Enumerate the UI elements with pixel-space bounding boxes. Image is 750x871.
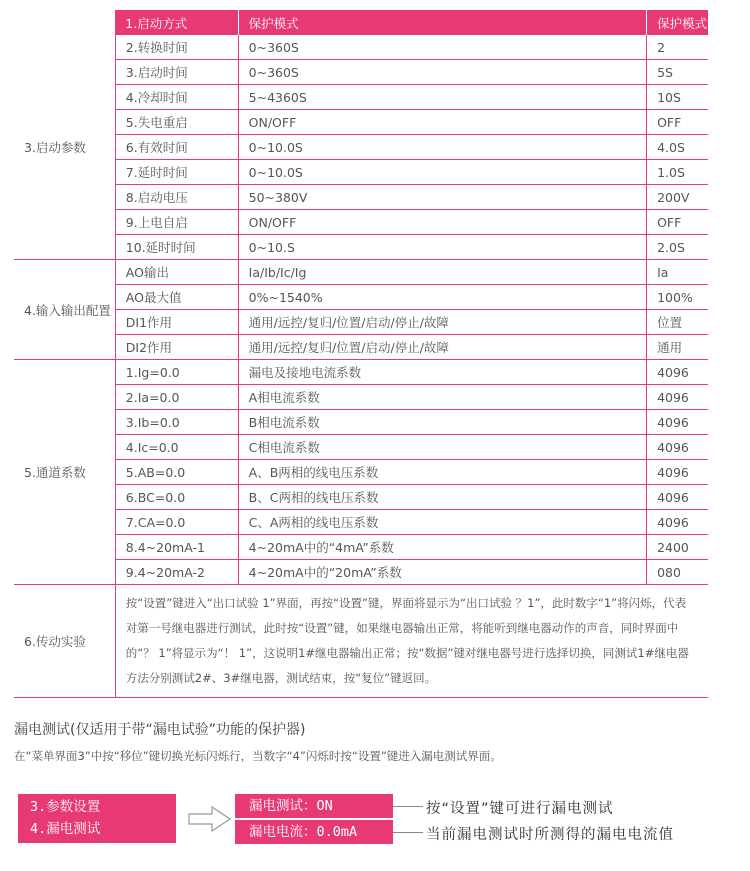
param-name: 4.冷却时间	[115, 85, 238, 110]
param-range: C、A两相的线电压系数	[238, 510, 646, 535]
param-range: 0~10.S	[238, 235, 646, 260]
leader-line	[393, 832, 423, 833]
param-default: 2	[657, 39, 666, 55]
table-row	[14, 335, 708, 360]
table-header-row	[14, 10, 708, 35]
param-default: 5S	[647, 60, 708, 85]
param-name: 6.有效时间	[115, 135, 238, 160]
param-name: 9.上电自启	[115, 210, 238, 235]
table-row	[14, 410, 708, 435]
param-range: B、C两相的线电压系数	[238, 485, 646, 510]
param-default: 4096	[647, 460, 708, 485]
param-range: 5~4360S	[238, 85, 646, 110]
parameter-table	[14, 10, 708, 698]
param-name: AO输出	[115, 260, 238, 285]
param-default: OFF	[647, 110, 708, 135]
param-name: DI2作用	[115, 335, 238, 360]
leader-line	[393, 806, 423, 807]
table-row	[14, 135, 708, 160]
table-row	[14, 510, 708, 535]
table-row	[14, 185, 708, 210]
leak-current-value: 漏电电流：0.0mA	[235, 820, 393, 844]
table-row	[14, 260, 708, 285]
param-range: A、B两相的线电压系数	[238, 460, 646, 485]
param-range: 0~10.0S	[238, 135, 646, 160]
note-leak-current: 当前漏电测试时所测得的漏电电流值	[426, 827, 674, 843]
param-name: 2.Ia=0.0	[115, 385, 238, 410]
table-row	[14, 85, 708, 110]
table-row	[14, 210, 708, 235]
param-default: 通用	[647, 335, 708, 360]
arrow-right-icon	[188, 806, 232, 832]
param-name: 2.转换时间	[115, 35, 238, 60]
param-name: 8.4~20mA-1	[115, 535, 238, 560]
param-default: 4096	[647, 385, 708, 410]
param-name: 3.启动时间	[115, 60, 238, 85]
leak-test-description: 在“菜单界面3”中按“移位”键切换光标闪烁行，当数字“4”闪烁时按“设置”键进入漏电测试界面。	[14, 749, 502, 763]
param-name: 7.延时时间	[115, 160, 238, 185]
param-name: AO最大值	[115, 285, 238, 310]
param-range: 4~20mA中的“20mA”系数	[238, 560, 646, 585]
table-row	[14, 160, 708, 185]
table-row	[14, 360, 708, 385]
note-leak-test: 按“设置”键可进行漏电测试	[426, 801, 614, 817]
param-default: 200V	[647, 185, 708, 210]
param-name: 8.启动电压	[115, 185, 238, 210]
param-name: 3.Ib=0.0	[115, 410, 238, 435]
table-row	[14, 110, 708, 135]
param-name: 6.BC=0.0	[115, 485, 238, 510]
param-range: 漏电及接地电流系数	[238, 360, 646, 385]
param-range: 通用/远控/复归/位置/启动/停止/故障	[238, 335, 646, 360]
param-name: 5.失电重启	[115, 110, 238, 135]
param-range: B相电流系数	[238, 410, 646, 435]
param-default: 4096	[647, 435, 708, 460]
param-default: 4096	[647, 510, 708, 535]
param-default: 4.0S	[647, 135, 708, 160]
table-row	[14, 460, 708, 485]
leak-test-title: 漏电测试(仅适用于带“漏电试验”功能的保护器)	[14, 722, 306, 738]
header-blank	[14, 10, 115, 35]
test-description: 按“设置”键进入“出口试验 1”界面，再按“设置”键，界面将显示为“出口试验 ？1”，此时数字“1”将闪烁，代表对第一号继电器进行测试，此时按“设置”键，如果继电器输出正常，将能听到继电器动作的声音，同时界面中的“？ 1”将显示为“！ 1”，这说明1#继电器输出正常；按“数据”键对继电器号进行选择切换，同测试1#继电器方法分别测试2#、3#继电器，测试结束，按“复位”键返回。	[115, 585, 708, 698]
table-row	[14, 485, 708, 510]
group-label: 5.通道系数	[14, 360, 115, 585]
param-range: C相电流系数	[238, 435, 646, 460]
param-range: Ia/Ib/Ic/Ig	[238, 260, 646, 285]
header-protect-mode: 保护模式	[238, 10, 646, 35]
param-default: 2.0S	[647, 235, 708, 260]
group-label: 6.传动实验	[14, 585, 115, 698]
group-label: 3.启动参数	[14, 35, 115, 260]
table-row	[14, 60, 708, 85]
param-name: 10.延时时间	[115, 235, 238, 260]
table-row	[14, 35, 708, 60]
param-range: 50~380V	[238, 185, 646, 210]
menu-item-params: 3.参数设置	[30, 799, 101, 815]
param-default: 位置	[647, 310, 708, 335]
param-default: 2400	[647, 535, 708, 560]
table-row	[14, 310, 708, 335]
param-name: 4.Ic=0.0	[115, 435, 238, 460]
param-range: A相电流系数	[238, 385, 646, 410]
param-name: 1.Ig=0.0	[115, 360, 238, 385]
table-row	[14, 235, 708, 260]
param-default: 4096	[647, 410, 708, 435]
param-range: 4~20mA中的“4mA”系数	[238, 535, 646, 560]
table-row	[14, 535, 708, 560]
param-range: ON/OFF	[238, 210, 646, 235]
param-range: 0~360S	[238, 60, 646, 85]
param-name: 9.4~20mA-2	[115, 560, 238, 585]
leak-test-status: 漏电测试：ON	[235, 794, 393, 818]
table-row	[14, 385, 708, 410]
param-name: 7.CA=0.0	[115, 510, 238, 535]
param-default: 080	[647, 560, 708, 585]
param-default: 4096	[647, 360, 708, 385]
param-range: 通用/远控/复归/位置/启动/停止/故障	[238, 310, 646, 335]
param-default: 4096	[647, 485, 708, 510]
table-row	[14, 285, 708, 310]
menu-item-leak-test: 4.漏电测试	[30, 821, 101, 837]
param-name: 5.AB=0.0	[115, 460, 238, 485]
param-default: 10S	[647, 85, 708, 110]
param-default: Ia	[647, 260, 708, 285]
header-start-mode: 1.启动方式	[115, 10, 238, 35]
param-default: 100%	[647, 285, 708, 310]
param-range: ON/OFF	[238, 110, 646, 135]
header-protect-mode-2: 保护模式	[647, 10, 708, 35]
menu-screen	[18, 794, 176, 843]
param-default: 1.0S	[647, 160, 708, 185]
param-default: OFF	[647, 210, 708, 235]
table-row	[14, 435, 708, 460]
table-row	[14, 585, 708, 698]
param-range: 0~360S	[238, 35, 646, 60]
group-label: 4.输入输出配置	[14, 260, 115, 360]
param-name: DI1作用	[115, 310, 238, 335]
param-range: 0%~1540%	[238, 285, 646, 310]
table-row	[14, 560, 708, 585]
param-range: 0~10.0S	[238, 160, 646, 185]
